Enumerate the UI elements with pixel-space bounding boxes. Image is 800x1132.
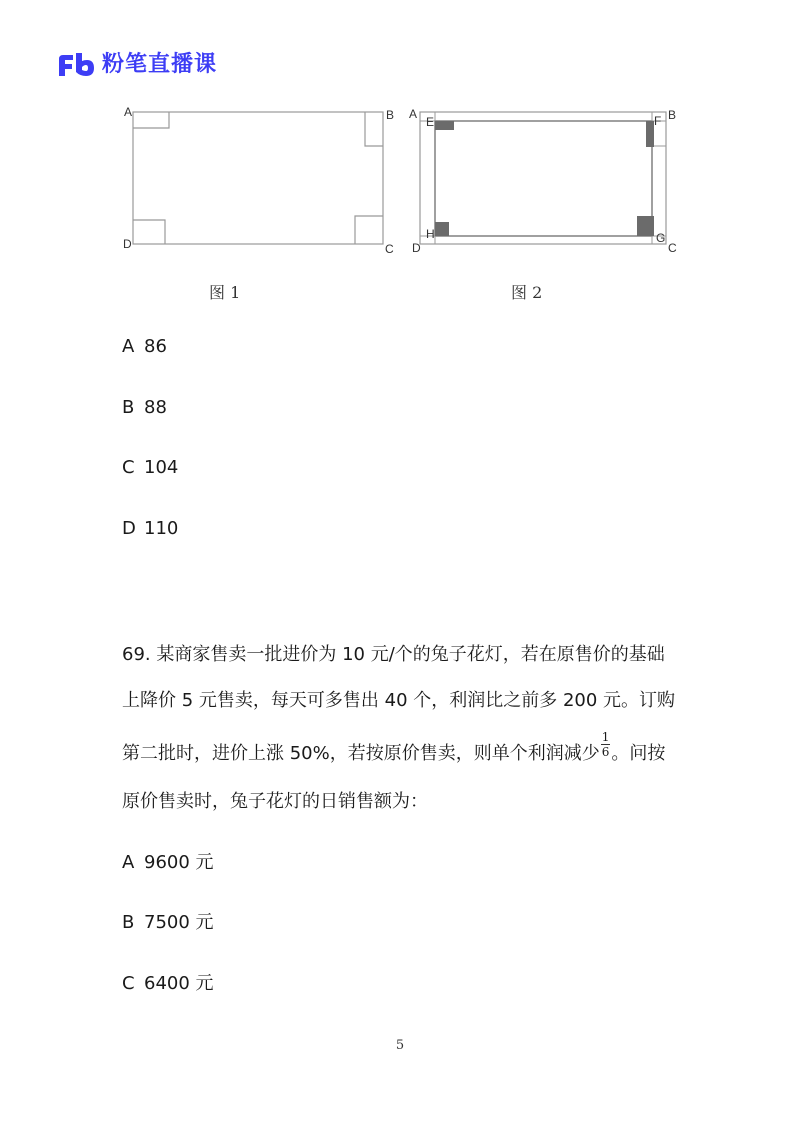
figure-1 — [118, 100, 408, 260]
figure-2-label-b: B — [668, 108, 677, 122]
prev-option-d: D 110 — [122, 518, 179, 539]
prev-option-b: B 88 — [122, 397, 167, 418]
figure-2-square-h — [435, 222, 449, 236]
figure-1-label-b: B — [386, 108, 395, 122]
figure-1-label-a: A — [124, 105, 133, 119]
option-a: A 9600 元 — [122, 852, 214, 873]
fraction-one-sixth: $\frac{1}{6}$ — [601, 729, 610, 759]
figure-1-caption: 图 1 — [209, 283, 241, 302]
figure-2-square-g — [637, 216, 654, 236]
option-c: C 6400 元 — [122, 973, 214, 994]
figure-2 — [402, 100, 692, 260]
figure-2-square-e — [435, 121, 454, 130]
figure-1-label-c: C — [385, 242, 394, 256]
option-b: B 7500 元 — [122, 912, 214, 933]
figure-2-label-g: G — [656, 231, 666, 245]
question-line-3: 第二批时，进价上涨 50%，若按原价售卖，则单个利润减少 $\frac{1}{6}$ 。问按 — [122, 729, 666, 764]
page-number: 5 — [395, 1038, 405, 1053]
figure-2-label-f: F — [654, 114, 662, 128]
fb-logo-icon — [56, 50, 96, 80]
figure-1-label-d: D — [123, 237, 132, 251]
brand-logo — [56, 50, 217, 80]
prev-option-a: A 86 — [122, 336, 167, 357]
question-line-2: 上降价 5 元售卖，每天可多售出 40 个，利润比之前多 200 元。订购 — [122, 690, 676, 711]
question-line-4: 原价售卖时，兔子花灯的日销售额为： — [122, 791, 428, 812]
brand-name: 粉笔直播课 — [102, 52, 218, 77]
figure-2-label-h: H — [426, 227, 435, 241]
figure-2-label-e: E — [426, 115, 435, 129]
question-line-1: 69. 某商家售卖一批进价为 10 元/个的兔子花灯，若在原售价的基础 — [122, 644, 665, 665]
figure-2-label-d: D — [412, 241, 421, 255]
prev-option-c: C 104 — [122, 457, 179, 478]
figure-2-label-a: A — [409, 107, 418, 121]
figure-2-square-f — [646, 121, 654, 147]
figure-2-caption: 图 2 — [511, 283, 543, 302]
figure-2-label-c: C — [668, 241, 677, 255]
